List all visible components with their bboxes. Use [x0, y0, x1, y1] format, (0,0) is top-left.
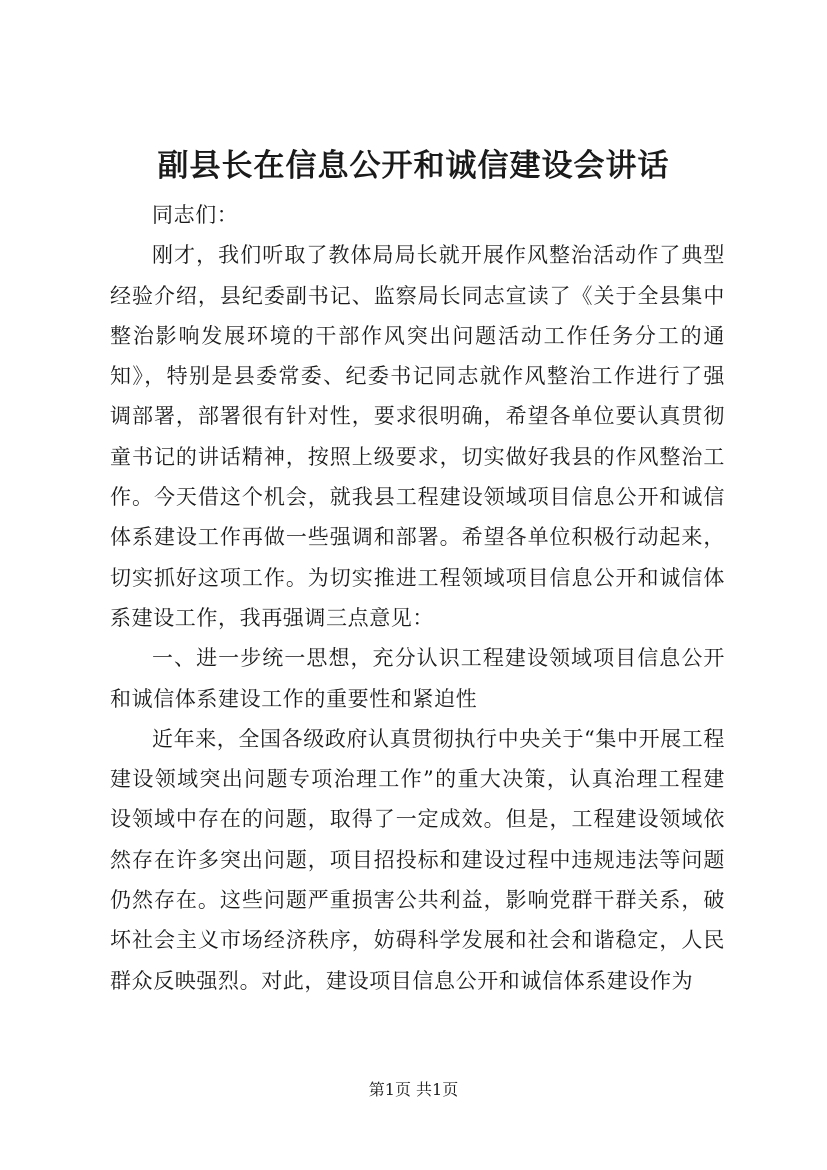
intro-paragraph: 刚才，我们听取了教体局局长就开展作风整治活动作了典型经验介绍，县纪委副书记、监察局长同志宣读了《关于全县集中整治影响发展环境的干部作风突出问题活动工作任务分工的通知》，特别是县委常委、纪委书记同志就作风整治工作进行了强调部署，部署很有针对性，要求很明确，希望各单位要认真贯彻童书记的讲话精神，按照上级要求，切实做好我县的作风整治工作。今天借这个机会，就我县工程建设领域项目信息公开和诚信体系建设工作再做一些强调和部署。希望各单位积极行动起来，切实抓好这项工作。为切实推进工程领域项目信息公开和诚信体系建设工作，我再强调三点意见： [110, 243, 725, 630]
page-number-footer: 第1页 共1页 [368, 1080, 459, 1099]
document-body [110, 195, 725, 1001]
body-paragraph: 近年来，全国各级政府认真贯彻执行中央关于“集中开展工程建设领域突出问题专项治理工作”的重大决策，认真治理工程建设领域中存在的问题，取得了一定成效。但是，工程建设领域依然存在许多突出问题，项目招投标和建设过程中违规违法等问题仍然存在。这些问题严重损害公共利益，影响党群干群关系，破坏社会主义市场经济秩序，妨碍科学发展和社会和谐稳定，人民群众反映强烈。对此，建设项目信息公开和诚信体系建设作为 [110, 726, 725, 993]
document-title: 副县长在信息公开和诚信建设会讲话 [157, 148, 670, 184]
section-heading-1: 一、进一步统一思想，充分认识工程建设领域项目信息公开和诚信体系建设工作的重要性和紧迫性 [110, 646, 725, 711]
salutation-paragraph: 同志们： [152, 203, 239, 227]
